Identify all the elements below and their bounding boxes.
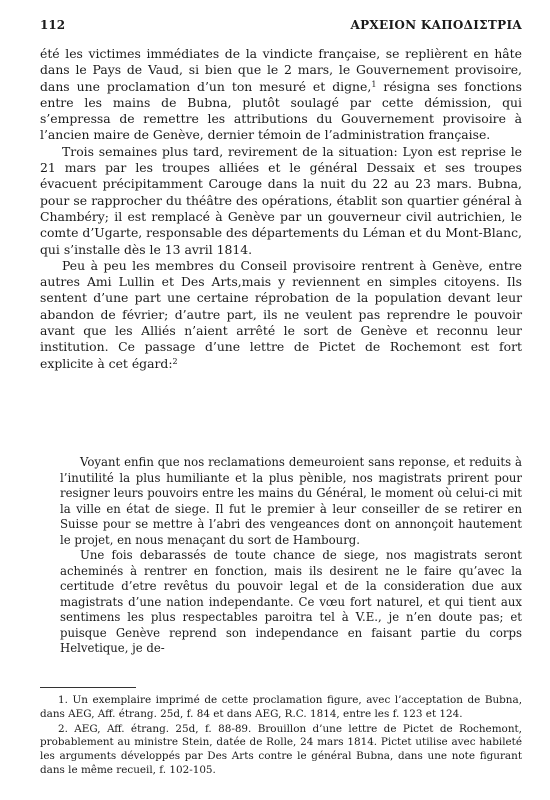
paragraph-3-text: Peu à peu les membres du Conseil provisoire rentrent à Genève, entre autres Ami Lullin et Des Arts,mais y reviennent en simples citoyens. Ils sentent d’une part une certaine réprobation de la population devant leur abandon de février; d’autre part, ils ne veulent pas reprendre le pouvoir avant que les Alliés n’aient arrêté le sort de Genève et reconnu leur institution. Ce passage d’une lettre de Pictet de Rochemont est fort explicite à cet égard: [40,257,522,371]
running-title: ΑΡΧΕΙΟΝ ΚΑΠΟΔΙΣΤΡΙΑ [350,18,522,32]
paragraph-2: Trois semaines plus tard, revirement de la situation: Lyon est reprise le 21 mars par les troupes alliées et le général Dessaix et ses troupes évacuent précipitamment Carouge dans la nuit du 22 au 23 mars. Bubna, pour se rapprocher du théâtre des opérations, établit son quartier général à Chambéry; il est remplacé à Genève par un gouverneur civil autrichien, le comte d’Ugarte, responsable des départements du Léman et du Mont-Blanc, qui s’installe dès le 13 avril 1814. [40,143,522,257]
page-number: 112 [40,18,66,32]
footnotes [40,694,522,779]
footnote-divider [40,687,136,688]
main-text [40,46,522,372]
page-header [40,18,522,34]
quote-paragraph-1: Voyant enfin que nos reclamations demeuroient sans reponse, et reduits à l’inutilité la plus humiliante et la plus pènible, nos magistrats prirent pour resigner leurs pouvoirs entre les mains du Général, le moment où celui-ci mit la ville en état de siege. Il fut le premier à leur conseiller de se retirer en Suisse pour se mettre à l’abri des vengeances dont on annonçoit hautement le projet, en nous menaçant du sort de Hambourg. [60,455,522,547]
footnote-ref-2: 2 [172,356,178,366]
block-quote [60,455,522,657]
quote-paragraph-2: Une fois debarassés de toute chance de siege, nos magistrats seront acheminés à rentrer en fonction, mais ils desirent ne le faire qu’avec la certitude d’etre revêtus du pouvoir legal et de la consideration due aux magistrats d’une nation independante. Ce vœu fort naturel, et qui tient aux sentimens les plus respectables paroitra tel à V.E., je n’en doute pas; et puisque Genève reprend son independance en faisant partie du corps Helvetique, je de- [60,548,522,655]
footnote-1: 1. Un exemplaire imprimé de cette proclamation figure, avec l’acceptation de Bubna, dans AEG, Aff. étrang. 25d, f. 84 et dans AEG, R.C. 1814, entre les f. 123 et 124. [40,694,522,720]
paragraph-3 [40,258,522,372]
paragraph-1 [40,46,522,144]
paragraph-1-text-b: résigna ses fonctions entre les mains de Bubna, plutôt soulagé par cette démission, qui s’empressa de remettre les attributions du Gouvernement provisoire à l’ancien maire de Genève, dernier témoin de l’administration française. [40,78,522,143]
footnote-2: 2. AEG, Aff. étrang. 25d, f. 88-89. Brouillon d’une lettre de Pictet de Rochemont, probablement au ministre Stein, datée de Rolle, 24 mars 1814. Pictet utilise avec habileté les arguments développés par Des Arts contre le général Bubna, dans une note figurant dans le même recueil, f. 102-105. [40,722,522,776]
footnote-ref-1: 1 [371,79,377,89]
paragraph-1-text-a: été les victimes immédiates de la vindicte française, se replièrent en hâte dans le Pays de Vaud, si bien que le 2 mars, le Gouvernement provisoire, dans une proclamation d’un ton mesuré et digne, [40,46,522,94]
